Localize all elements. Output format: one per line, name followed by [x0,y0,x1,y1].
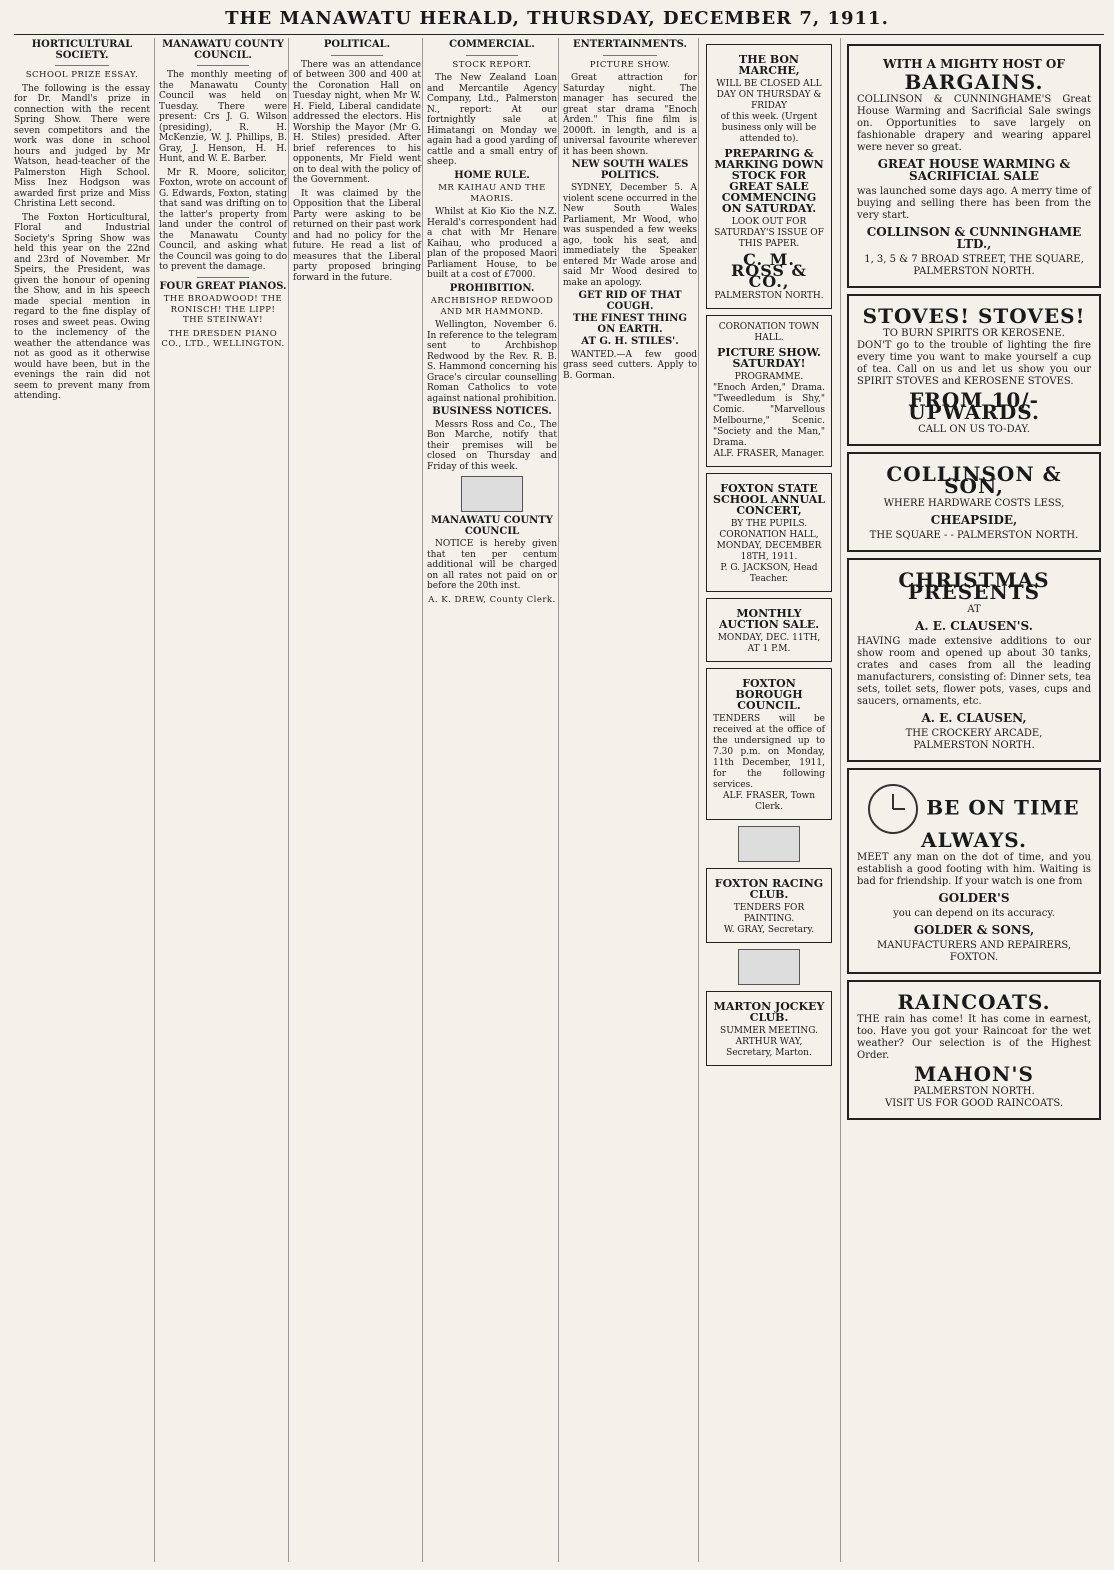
article-subtitle: ARCHBISHOP REDWOOD AND MR HAMMOND. [430,296,554,317]
ad-line: PROGRAMME. [734,372,804,382]
article-title: GET RID OF THAT COUGH. [578,290,682,312]
ad-line: WHERE HARDWARE COSTS LESS, [883,498,1065,509]
column-2 [154,38,291,1562]
ad-line: VISIT US FOR GOOD RAINCOATS. [884,1098,1064,1109]
ad-title: MONTHLY AUCTION SALE. [718,607,820,631]
jockey-illustration [738,949,800,985]
ad-town: PALMERSTON NORTH. [913,740,1035,751]
ad-firm: A. E. CLAUSEN'S. [915,619,1033,633]
article-title: AT G. H. STILES'. [581,336,679,347]
ad-town: FOXTON. [949,952,999,963]
ad-signature: ARTHUR WAY, Secretary, Marton. [726,1037,812,1058]
ad-body: DON'T go to the trouble of lighting the fire every time you want to make yourself a cup of tea. Call on us and let us show you our SPIRIT STOVES and KEROSENE STOVES. [857,340,1091,387]
article-title: ENTERTAINMENTS. [572,39,688,50]
divider [197,65,248,66]
notice-title: MANAWATU COUNTY COUNCIL [431,515,553,537]
divider [55,65,109,66]
ad-line: of this week. (Urgent business only will be attended to). [720,112,818,144]
article-paragraph: There was an attendance of between 300 and 400 at the Coronation Hall on Tuesday night, when Mr W. H. Field, Liberal candidate addressed the electors. His Worship the Mayor (Mr G. H. Stiles) presided. After brief references to his opponents, Mr Field went on to deal with the policy of the Government. [293,59,421,185]
ad-line: THE BROADWOOD! THE RONISCH! THE LIPP! THE STEINWAY! [163,294,283,325]
ad-body: was launched some days ago. A merry time of buying and selling there has been from the very start. [857,186,1091,221]
ad-title [857,784,1091,852]
ad-title: FOUR GREAT PIANOS. [159,280,287,292]
clock-icon [868,784,918,834]
ad-body: THE rain has come! It has come in earnest, too. Have you got your Raincoat for the wet weather? Our selection is of the Highest Order. [857,1014,1091,1061]
ad-firm: A. E. CLAUSEN, [921,711,1027,725]
masthead-rule [14,34,1104,35]
article-paragraph: Whilst at Kio Kio the N.Z. Herald's correspondent had a chat with Mr Henare Kaihau, who produced a plan of the proposed Maori Parliament House, to be built at a cost of £7000. [427,207,557,280]
masthead: THE MANAWATU HERALD, THURSDAY, DECEMBER 7, 1911. [225,8,889,29]
ad-heading: WITH A MIGHTY HOST OF [883,57,1065,71]
ad-title: FOXTON RACING CLUB. [714,877,824,901]
article-paragraph: The Foxton Horticultural, Floral and Industrial Society's Spring Show was held this year on the 22nd and 23rd of November. Mr Speirs, the President, was given the honour of opening the Show, and in his speech made special mention in regard to the fine display of roses and sweet peas. Owing to the inclemency of the weather the attendance was not as good as it otherwise would have been, but in the evenings the rain did not seem to prevent many from attending. [14,212,150,401]
ad-title: RAINCOATS. [897,990,1051,1014]
ad-line: MONDAY, DEC. 11TH, AT 1 P.M. [717,633,821,654]
article-paragraph: Mr R. Moore, solicitor, Foxton, wrote on account of G. Edwards, Foxton, stating that sand was drifting on to the latter's property from land under the control of the Manawatu County Council, and asking what the Council was going to do to prevent the damage. [159,167,287,272]
column-1 [14,38,154,1562]
article-paragraph: SYDNEY, December 5. A violent scene occurred in the New South Wales Parliament, Mr Wood, who was suspended a few weeks ago, took his seat, and immediately the Speaker entered Mr Wade arose and said Mr Wood desired to make an apology. [563,183,697,288]
ad-heading: CORONATION TOWN HALL. [718,322,820,343]
article-title: MANAWATU COUNTY COUNCIL. [162,39,284,61]
article-paragraph: It was claimed by the Opposition that the Liberal Party were asking to be returned on their past work and had no policy for the future. He read a list of measures that the Liberal party proposed bringing forward in the future. [293,188,421,283]
column-5 [558,38,701,1562]
ad-programme: "Enoch Arden," Drama. "Tweedledum is Shy," Comic. "Marvellous Melbourne," Scenic. "Society and the Man," Drama. [713,383,825,448]
classified-ad: WANTED.—A few good grass seed cutters. Apply to B. Gorman. [563,349,697,381]
ad-address: THE SQUARE - - PALMERSTON NORTH. [869,530,1079,541]
ad-line: TENDERS FOR PAINTING. [733,903,805,924]
ad-line: LOOK OUT FOR SATURDAY'S ISSUE OF THIS PAPER. [714,217,824,249]
article-subtitle: SCHOOL PRIZE ESSAY. [25,70,139,80]
racing-club-ad [706,868,832,943]
ad-body: HAVING made extensive additions to our show room and opened up about 30 tanks, crates and cases from all the leading manufacturers, consisting of: Dinner sets, tea sets, toilet sets, flower pots, vases, cups and saucers, ornaments, etc. [857,636,1091,707]
ad-title: COLLINSON & SON, [886,462,1062,498]
ad-title: FOXTON STATE SCHOOL ANNUAL CONCERT, [713,482,825,517]
ad-line: BY THE PUPILS. [730,519,808,529]
ad-title: PICTURE SHOW. SATURDAY! [717,346,821,370]
auction-ad [706,598,832,662]
ad-line: AT [967,604,981,615]
column-3 [288,38,425,1562]
coronation-hall-ad [706,315,832,467]
ad-firm: THE DRESDEN PIANO CO., LTD., WELLINGTON. [161,328,285,349]
ad-title-text: BE ON TIME ALWAYS. [921,795,1080,852]
divider [603,55,657,56]
collinson-son-ad [847,452,1101,552]
ad-title: BARGAINS. [904,70,1044,94]
ad-title: FOXTON BOROUGH COUNCIL. [735,677,803,712]
ad-subheading: TO BURN SPIRITS OR KEROSENE. [883,328,1065,339]
article-title: COMMERCIAL. [449,39,535,50]
article-title: NEW SOUTH WALES POLITICS. [571,159,689,181]
ad-line: CALL ON US TO-DAY. [918,424,1030,435]
ad-firm: COLLINSON & CUNNINGHAME LTD., [866,225,1082,251]
article-paragraph: Messrs Ross and Co., The Bon Marche, notify that their premises will be closed on Thursday and Friday of this week. [427,419,557,472]
ad-heading: THE BON MARCHE, [738,53,800,77]
divider [331,55,382,56]
ad-line: CHEAPSIDE, [930,513,1018,527]
ad-body: COLLINSON & CUNNINGHAME'S Great House Warming and Sacrificial Sale swings on. Opportunities to save largely on fashionable drapery and wearing apparel were never so great. [857,94,1091,153]
ad-title: MARTON JOCKEY CLUB. [713,1000,825,1024]
ad-firm: MAHON'S [914,1062,1034,1086]
notice-text: NOTICE is hereby given that ten per centum additional will be charged on all rates not paid on or before the 20th inst. [427,539,557,591]
bon-marche-ad [706,44,832,309]
golder-ad [847,768,1101,974]
ad-signature: P. G. JACKSON, Head Teacher. [720,563,818,584]
ad-signature: ALF. FRASER, Manager. [713,449,825,459]
column-6 [698,38,839,1562]
article-subtitle: MR KAIHAU AND THE MAORIS. [438,183,546,204]
collinson-cunninghame-ad [847,44,1101,288]
ad-line: THE CROCKERY ARCADE, [905,728,1043,739]
ad-firm: GOLDER'S [938,891,1010,905]
jockey-club-ad [706,991,832,1066]
article-title: HOME RULE. [454,169,530,181]
article-subtitle: PICTURE SHOW. [589,59,671,70]
article-paragraph: The New Zealand Loan and Mercantile Agency Company, Ltd., Palmerston N., report: At our fortnightly sale at Himatangi on Monday we again had a good yarding of cattle and a small entry of sheep. [427,73,557,167]
school-concert-ad [706,473,832,592]
ad-town: PALMERSTON NORTH. [714,291,824,301]
article-subtitle: STOCK REPORT. [452,59,532,70]
mahons-ad [847,980,1101,1120]
ad-body: TENDERS will be received at the office of the undersigned up to 7.30 p.m. on Monday, 11th December, 1911, for the following services. [713,714,825,790]
ad-line: PREPARING & MARKING DOWN STOCK FOR GREAT SALE COMMENCING ON SATURDAY. [714,147,824,215]
article-paragraph: Great attraction for Saturday night. The manager has secured the great star drama "Enoch Arden." This fine film is 2000ft. in length, and is a universal favourite wherever it has been shown. [563,73,697,157]
ad-line: WILL BE CLOSED ALL DAY ON THURSDAY & FRIDAY [716,79,822,111]
ad-line: you can depend on its accuracy. [893,908,1055,919]
article-title: POLITICAL. [323,39,391,50]
article-paragraph: The following is the essay for Dr. Mandl's prize in connection with the recent Spring Show. There were seven competitors and the work was done in school hours and judged by Mr Watson, head-teacher of the Palmerston High School. Miss Inez Hodgson was awarded first prize and Miss Christina Lett second. [14,83,150,209]
ad-price: FROM 10/- UPWARDS. [908,388,1040,424]
ad-title: STOVES! STOVES! [862,304,1086,328]
article-title: BUSINESS NOTICES. [432,406,552,417]
notice-signature: A. K. DREW, County Clerk. [428,594,556,605]
stoves-ad [847,294,1101,446]
borough-council-ad [706,668,832,820]
article-paragraph: The monthly meeting of the Manawatu County Council was held on Tuesday. There were present: Crs J. G. Wilson (presiding), R. H. McKenzie, W. J. Phillips, B. Gray, J. Henson, H. H. Hunt, and W. E. Barber. [159,70,287,164]
royal-crest-emblem [461,476,523,512]
ad-firm: C. M. ROSS & CO., [730,250,807,291]
column-right-ads [840,38,1107,1562]
divider [197,277,248,278]
article-paragraph: Wellington, November 6. In reference to the telegram sent to Archbishop Redwood by the Rev. R. B. S. Hammond concerning his Grace's circular counselling Roman Catholics to vote against national prohibition. [427,320,557,404]
ad-town: PALMERSTON NORTH. [913,1086,1035,1097]
ad-line: SUMMER MEETING. [720,1026,818,1036]
ad-subheading: GREAT HOUSE WARMING & SACRIFICIAL SALE [877,157,1071,183]
ad-line: MANUFACTURERS AND REPAIRERS, [876,940,1072,951]
ad-line: CORONATION HALL, MONDAY, DECEMBER 18TH, 1911. [716,530,822,562]
ad-title: CHRISTMAS PRESENTS [898,568,1050,604]
ad-signature: ALF. FRASER, Town Clerk. [722,791,816,812]
horse-illustration [738,826,800,862]
article-title: HORTICULTURAL SOCIETY. [31,39,133,61]
article-title: THE FINEST THING ON EARTH. [573,313,687,335]
ad-signature: W. GRAY, Secretary. [723,925,815,935]
divider [466,55,518,56]
ad-town: PALMERSTON NORTH. [913,266,1035,277]
ad-body: MEET any man on the dot of time, and you establish a good footing with him. Waiting is bad for friendship. If your watch is one from [857,852,1091,887]
ad-firm: GOLDER & SONS, [913,923,1035,937]
ad-address: 1, 3, 5 & 7 BROAD STREET, THE SQUARE, [864,254,1084,265]
clausen-ad [847,558,1101,762]
column-4 [422,38,561,1562]
article-title: PROHIBITION. [449,282,535,294]
